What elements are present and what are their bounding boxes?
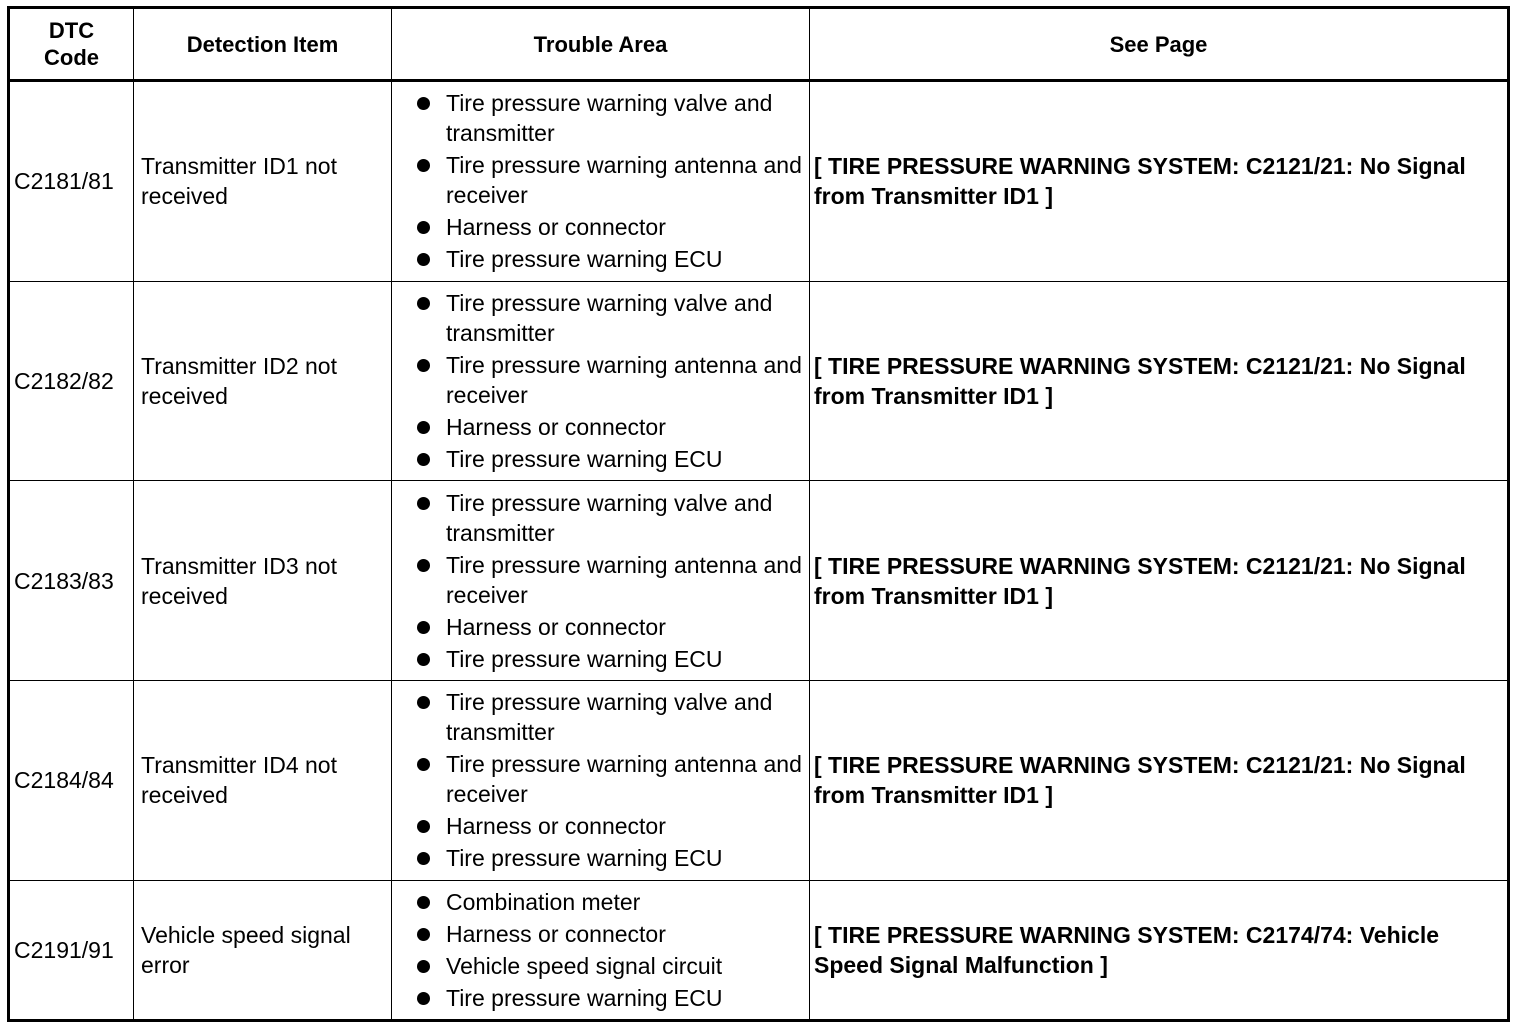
bullet-icon [417,928,430,941]
table-row [9,880,1509,1021]
bullet-icon [417,497,430,510]
list-item-text: Tire pressure warning ECU [446,645,723,672]
bullet-icon [417,421,430,434]
bullet-icon [417,253,430,266]
see-page-link[interactable]: [ TIRE PRESSURE WARNING SYSTEM: C2174/74: Vehicle Speed Signal Malfunction ] [810,880,1509,1021]
trouble-area-cell [392,81,810,282]
header-row [9,8,1509,81]
trouble-area-cell [392,481,810,681]
list-item [400,488,805,548]
list-item [400,288,805,348]
bullet-icon [417,453,430,466]
bullet-icon [417,559,430,572]
trouble-area-cell [392,880,810,1021]
see-page-link[interactable]: [ TIRE PRESSURE WARNING SYSTEM: C2121/21: No Signal from Transmitter ID1 ] [810,281,1509,481]
list-item [400,150,805,210]
list-item [400,612,805,642]
list-item-text: Harness or connector [446,920,666,947]
detection-item-cell: Transmitter ID4 not received [134,680,392,880]
list-item-text: Tire pressure warning ECU [446,445,723,472]
list-item [400,244,805,274]
dtc-code-cell: C2184/84 [9,680,134,880]
table-row [9,680,1509,880]
list-item [400,983,805,1013]
list-item-text: Tire pressure warning ECU [446,984,723,1011]
list-item [400,644,805,674]
list-item-text: Harness or connector [446,214,666,241]
bullet-icon [417,758,430,771]
header-detection-item: Detection Item [134,8,392,81]
dtc-code-cell: C2191/91 [9,880,134,1021]
header-dtc-code-line2: Code [44,45,99,70]
list-item-text: Tire pressure warning ECU [446,845,723,872]
bullet-icon [417,97,430,110]
list-item-text: Tire pressure warning valve and transmitter [446,90,773,147]
bullet-icon [417,359,430,372]
header-see-page: See Page [810,8,1509,81]
list-item [400,919,805,949]
list-item-text: Tire pressure warning valve and transmitter [446,689,773,746]
table-row [9,281,1509,481]
trouble-area-list [400,488,805,674]
list-item-text: Harness or connector [446,813,666,840]
see-page-link[interactable]: [ TIRE PRESSURE WARNING SYSTEM: C2121/21: No Signal from Transmitter ID1 ] [810,680,1509,880]
list-item-text: Tire pressure warning ECU [446,246,723,273]
list-item [400,350,805,410]
table-row [9,481,1509,681]
detection-item-cell: Vehicle speed signal error [134,880,392,1021]
list-item [400,887,805,917]
list-item [400,951,805,981]
trouble-area-list [400,288,805,474]
header-trouble-area: Trouble Area [392,8,810,81]
bullet-icon [417,653,430,666]
list-item [400,212,805,242]
dtc-code-cell: C2181/81 [9,81,134,282]
list-item-text: Tire pressure warning antenna and receiver [446,152,802,209]
list-item [400,749,805,809]
list-item-text: Harness or connector [446,413,666,440]
table-row [9,81,1509,282]
list-item-text: Tire pressure warning antenna and receiver [446,351,802,408]
dtc-table [7,6,1510,1022]
trouble-area-list [400,887,805,1013]
list-item-text: Tire pressure warning antenna and receiver [446,551,802,608]
trouble-area-cell [392,680,810,880]
list-item-text: Vehicle speed signal circuit [446,952,723,979]
bullet-icon [417,297,430,310]
see-page-link[interactable]: [ TIRE PRESSURE WARNING SYSTEM: C2121/21: No Signal from Transmitter ID1 ] [810,481,1509,681]
bullet-icon [417,896,430,909]
detection-item-cell: Transmitter ID2 not received [134,281,392,481]
bullet-icon [417,221,430,234]
list-item-text: Harness or connector [446,613,666,640]
bullet-icon [417,621,430,634]
list-item-text: Tire pressure warning valve and transmitter [446,289,773,346]
detection-item-cell: Transmitter ID3 not received [134,481,392,681]
list-item-text: Tire pressure warning antenna and receiver [446,751,802,808]
bullet-icon [417,992,430,1005]
list-item [400,88,805,148]
bullet-icon [417,696,430,709]
list-item-text: Combination meter [446,888,641,915]
header-dtc-code [9,8,134,81]
trouble-area-list [400,88,805,274]
detection-item-cell: Transmitter ID1 not received [134,81,392,282]
dtc-code-cell: C2182/82 [9,281,134,481]
header-dtc-code-line1: DTC [48,18,95,43]
list-item-text: Tire pressure warning valve and transmitter [446,489,773,546]
list-item [400,687,805,747]
list-item [400,444,805,474]
trouble-area-list [400,687,805,873]
list-item [400,843,805,873]
bullet-icon [417,159,430,172]
dtc-code-cell: C2183/83 [9,481,134,681]
list-item [400,811,805,841]
trouble-area-cell [392,281,810,481]
list-item [400,412,805,442]
bullet-icon [417,960,430,973]
bullet-icon [417,852,430,865]
list-item [400,550,805,610]
bullet-icon [417,820,430,833]
see-page-link[interactable]: [ TIRE PRESSURE WARNING SYSTEM: C2121/21: No Signal from Transmitter ID1 ] [810,81,1509,282]
